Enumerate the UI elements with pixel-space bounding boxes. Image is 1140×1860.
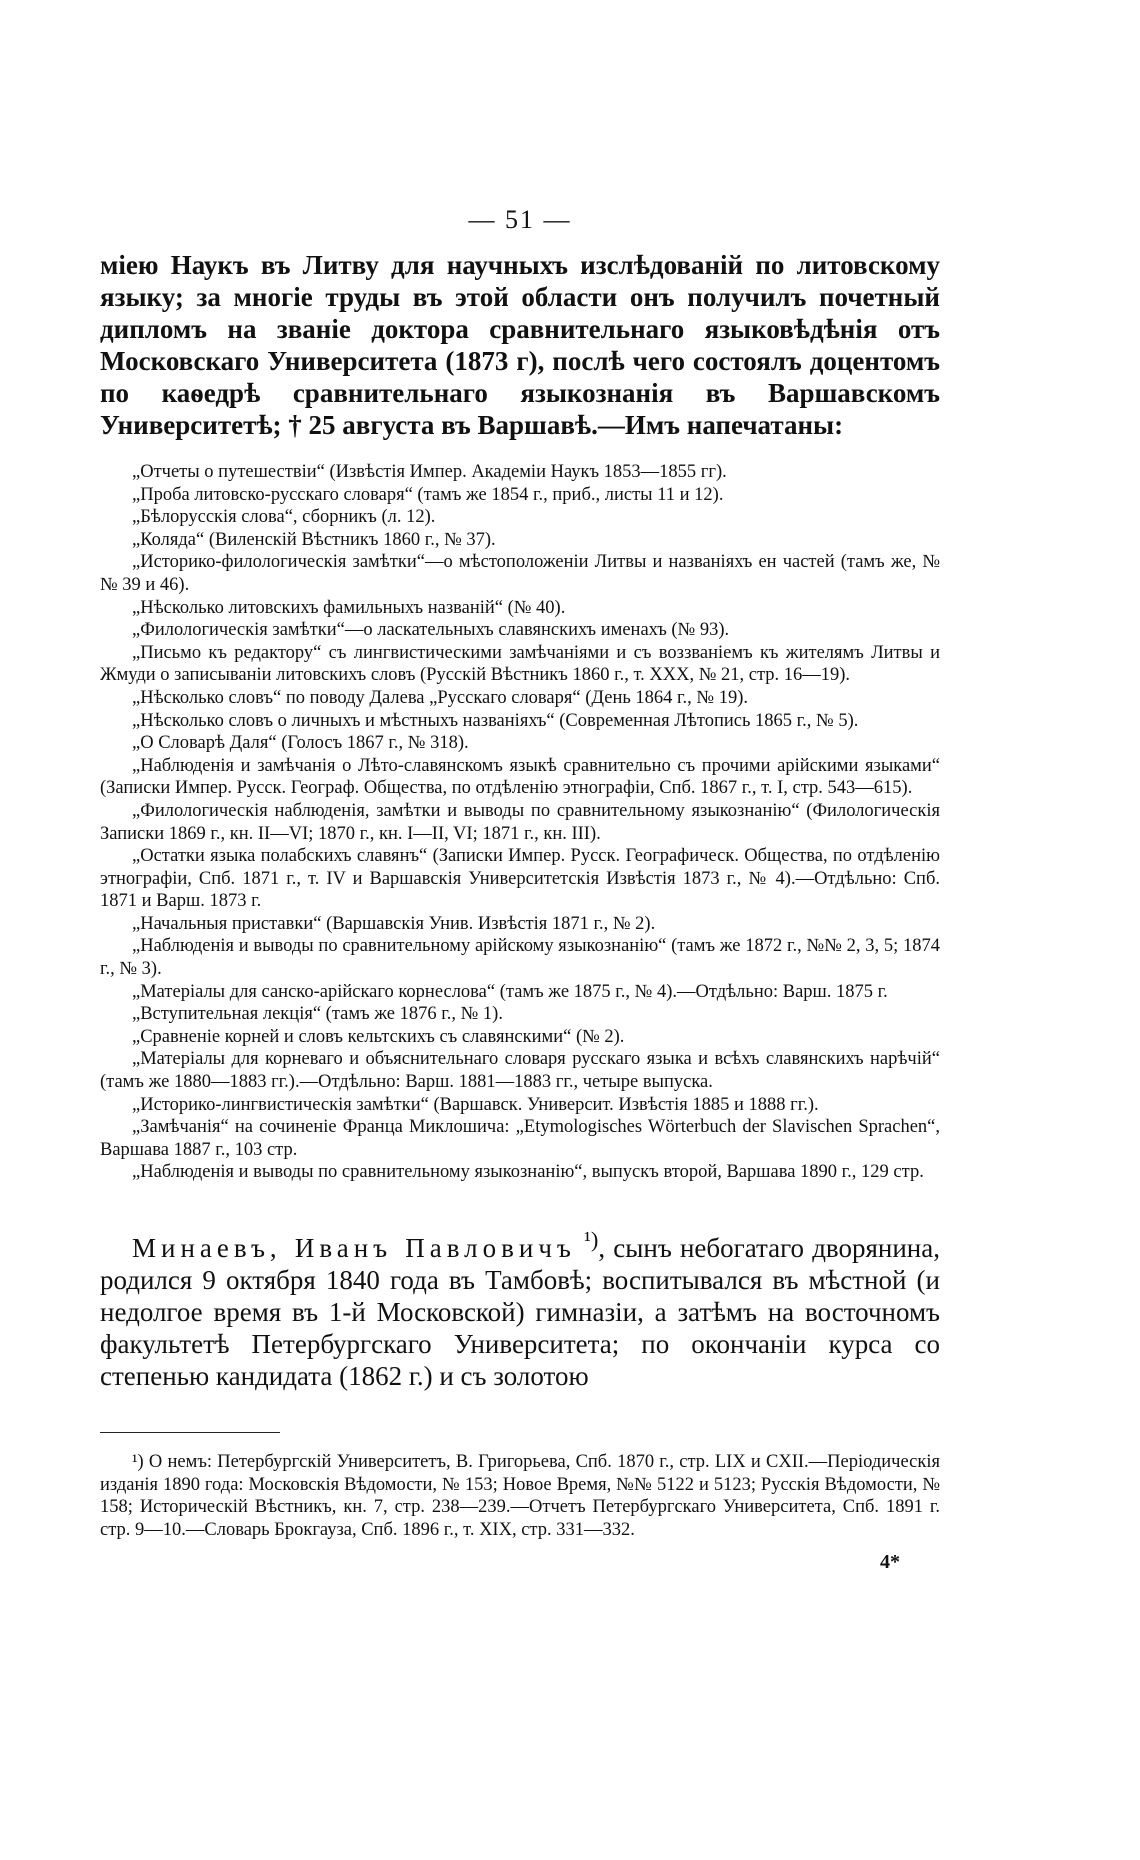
- bibliography-entry: „Наблюденія и замѣчанія о Лѣто-славянскомъ языкѣ сравнительно съ прочими арійскими языками“ (Записки Импер. Русск. Географ. Общества, по отдѣленію этнографіи, Спб. 1867 г., т. I, стр. 543—615).: [100, 755, 940, 799]
- bibliography-entry: „Сравненіе корней и словъ кельтскихъ съ славянскими“ (№ 2).: [132, 1026, 625, 1047]
- bibliography-entry: „О Словарѣ Даля“ (Голосъ 1867 г., № 318).: [132, 733, 469, 754]
- bibliography-entry: „Коляда“ (Виленскій Вѣстникъ 1860 г., № 37).: [132, 529, 496, 550]
- bibliography-entry: „Отчеты о путешествіи“ (Извѣстія Импер. Академіи Наукъ 1853—1855 гг).: [132, 462, 727, 482]
- bibliography-entry: „Вступительная лекція“ (тамъ же 1876 г., № 1).: [132, 1004, 503, 1025]
- signature-mark: 4*: [880, 1551, 900, 1573]
- bibliography-entry: „Матеріалы для санско-арійскаго корнеслова“ (тамъ же 1875 г., № 4).—Отдѣльно: Варш. 1875 г.: [132, 981, 888, 1002]
- bibliography-entry: „Начальныя приставки“ (Варшавскія Унив. Извѣстія 1871 г., № 2).: [132, 913, 656, 934]
- bibliography-entry: „Историко-филологическія замѣтки“—о мѣстоположеніи Литвы и названіяхъ ен частей (тамъ же, №№ 39 и 46).: [100, 552, 940, 595]
- footnote-mark: ¹): [584, 1227, 599, 1252]
- biography-section: [100, 1224, 940, 1392]
- bibliography-entry: „Замѣчанія“ на сочиненіе Франца Миклошича: „Etymologisches Wörterbuch der Slavischen Sprachen“, Варшава 1887 г., 103 стр.: [100, 1117, 940, 1160]
- bibliography-entry: „Нѣсколько словъ“ по поводу Далева „Русскаго словаря“ (День 1864 г., № 19).: [132, 687, 748, 708]
- page-number: — 51 —: [468, 205, 572, 234]
- intro-paragraph: міею Наукъ въ Литву для научныхъ изслѣдованій по литовскому языку; за многіе труды въ этой области онъ получилъ почетный дипломъ на званіе доктора сравнительнаго языковѣдѣнія отъ Московскаго Университета (1873 г), послѣ чего состоялъ доцентомъ по каѳедрѣ сравнительнаго языкознанія въ Варшавскомъ Университетѣ; † 25 августа въ Варшавѣ.—Имъ напечатаны:: [100, 250, 940, 440]
- biography-name: Минаевъ, Иванъ Павловичъ: [132, 1233, 576, 1263]
- bibliography-entry: „Филологическія замѣтки“—о ласкательныхъ славянскихъ именахъ (№ 93).: [132, 620, 730, 641]
- bibliography-entry: „Нѣсколько литовскихъ фамильныхъ названій“ (№ 40).: [132, 597, 566, 618]
- biography-text: , сынъ небогатаго дворянина, родился 9 октября 1840 года въ Тамбовѣ; воспитывался въ мѣстной (и недолгое время въ 1-й Московской) гимназіи, а затѣмъ на восточномъ факультетѣ Петербургскаго Университета; по окончаніи курса со степенью кандидата (1862 г.) и съ золотою: [100, 1233, 940, 1391]
- bibliography-entry: „Филологическія наблюденія, замѣтки и выводы по сравнительному языкознанію“ (Филологическія Записки 1869 г., кн. II—VI; 1870 г., кн. I—II, VI; 1871 г., кн. III).: [100, 800, 940, 844]
- bibliography-entry: „Бѣлорусскія слова“, сборникъ (л. 12).: [132, 507, 436, 528]
- bibliography-entry: „Историко-лингвистическія замѣтки“ (Варшавск. Университ. Извѣстія 1885 и 1888 гг.).: [132, 1094, 819, 1115]
- bibliography-entry: „Остатки языка полабскихъ славянъ“ (Записки Импер. Русск. Географическ. Общества, по отдѣленію этнографіи, Спб. 1871 г., т. IV и Варшавскія Университетскія Извѣстія 1873 г., № 4).—Отдѣльно: Спб. 1871 и Варш. 1873 г.: [100, 846, 940, 912]
- bibliography-entry: „Нѣсколько словъ о личныхъ и мѣстныхъ названіяхъ“ (Современная Лѣтопись 1865 г., № 5).: [132, 710, 859, 731]
- bibliography-entry: „Матеріалы для корневаго и объяснительнаго словаря русскаго языка и всѣхъ славянскихъ нарѣчій“ (тамъ же 1880—1883 гг.).—Отдѣльно: Варш. 1881—1883 гг., четыре выпуска.: [100, 1049, 940, 1093]
- footnote-divider: [100, 1432, 280, 1433]
- bibliography-entry: „Письмо къ редактору“ съ лингвистическими замѣчаніями и съ воззваніемъ къ жителямъ Литвы и Жмуди о записываніи литовскихъ словъ (Русскій Вѣстникъ 1860 г., т. XXX, № 21, стр. 16—19).: [100, 642, 940, 686]
- bibliography-entry: „Наблюденія и выводы по сравнительному языкознанію“, выпускъ второй, Варшава 1890 г., 129 стр.: [132, 1162, 924, 1183]
- bibliography-entry: „Проба литовско-русскаго словаря“ (тамъ же 1854 г., приб., листы 11 и 12).: [132, 484, 724, 505]
- footnote: ¹) О немъ: Петербургскій Университетъ, В. Григорьева, Спб. 1870 г., стр. LIX и CXII.—Періодическія изданія 1890 года: Московскія Вѣдомости, № 153; Новое Время, №№ 5122 и 5123; Русскія Вѣдомости, № 158; Историческій Вѣстникъ, кн. 7, стр. 238—239.—Отчетъ Петербургскаго Университета, Спб. 1891 г. стр. 9—10.—Словарь Брокгауза, Спб. 1896 г., т. XIX, стр. 331—332.: [100, 1452, 940, 1540]
- bibliography-list: [100, 461, 940, 1184]
- book-page: [100, 205, 940, 1574]
- bibliography-entry: „Наблюденія и выводы по сравнительному арійскому языкознанію“ (тамъ же 1872 г., №№ 2, 3, 5; 1874 г., № 3).: [100, 936, 940, 980]
